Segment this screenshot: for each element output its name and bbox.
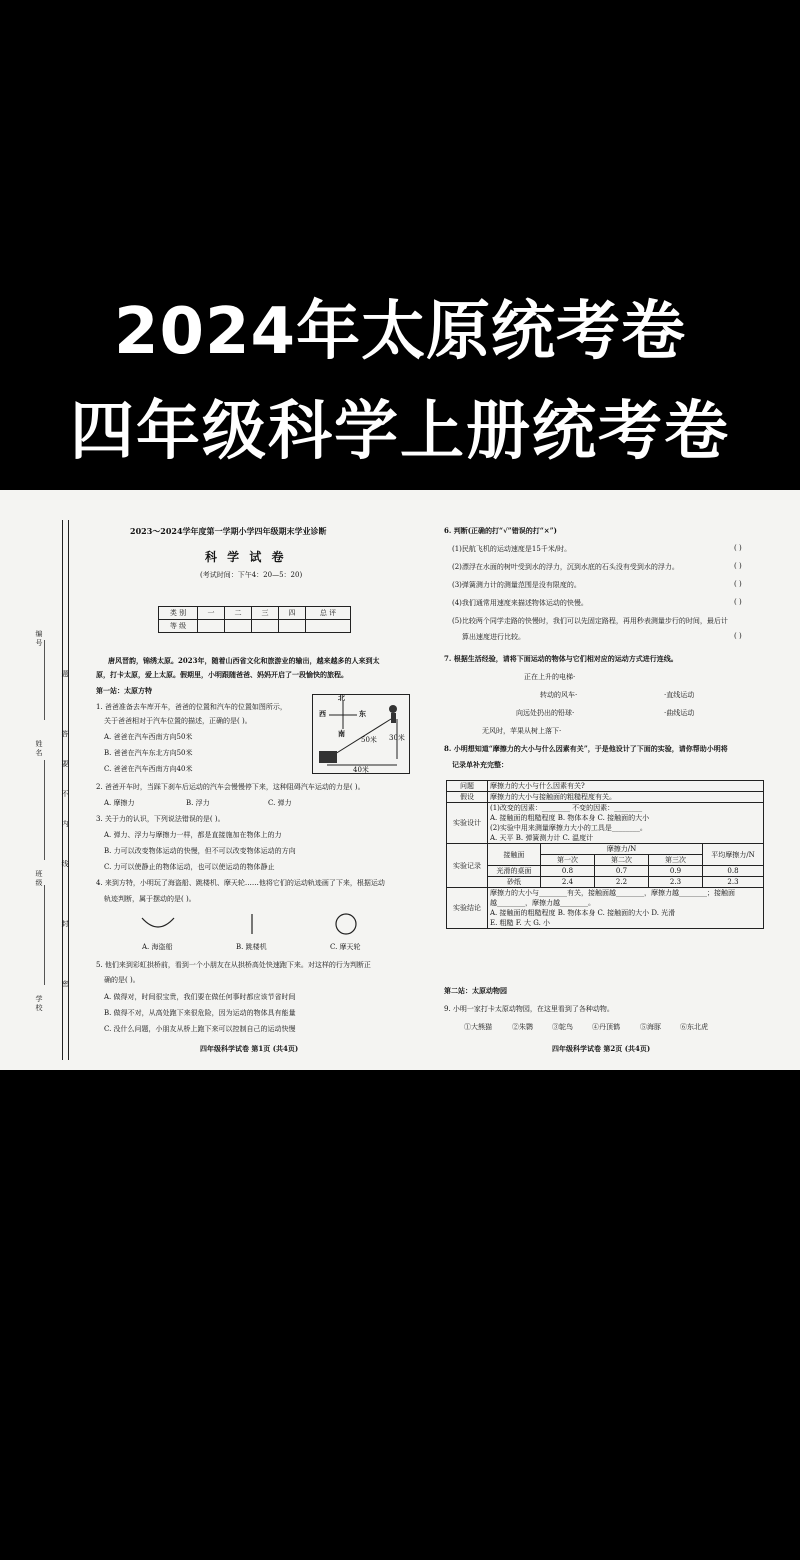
answer-paren: ( ) <box>734 632 742 640</box>
option: C. 没什么问题，小朋友从桥上跑下来可以控制自己的运动快慢 <box>104 1025 296 1033</box>
margin-label-id: 编号 <box>35 630 43 647</box>
animal-item: ⑥东北虎 <box>680 1023 708 1031</box>
seal-char: 线 <box>61 860 69 868</box>
table-cell: 2.3 <box>648 877 702 888</box>
distance-label: 50米 <box>361 736 377 744</box>
option: B. 跳楼机 <box>236 943 267 951</box>
question-text: 5. 他们来到彩虹拱桥前，看到一个小朋友在从拱桥高处快速跑下来。对这样的行为判断正 <box>96 961 371 969</box>
conclusion-line: 摩擦力的大小与________有关，接触面越________，摩擦力越________；接触面 <box>490 889 735 897</box>
person-icon <box>389 705 397 713</box>
judge-item: (5)比较两个同学走路的快慢时，我们可以先固定路程，再用秒表测量步行的时间，最后计 <box>452 617 728 625</box>
exam-paper-photo <box>0 490 800 1070</box>
question-text: 轨迹判断，属于摆动的是( )。 <box>104 895 196 903</box>
seal-char: 答 <box>61 730 69 738</box>
trial-header: 第二次 <box>594 855 648 866</box>
fill-line <box>44 760 45 860</box>
seal-char: 不 <box>61 790 69 798</box>
score-cell <box>306 620 351 633</box>
table-cell: 2.4 <box>541 877 595 888</box>
option: C. 弹力 <box>268 799 292 807</box>
page-footer: 四年级科学试卷 第1页 (共4页) <box>200 1044 299 1053</box>
answer-paren: ( ) <box>734 544 742 552</box>
seal-char: 封 <box>61 920 69 928</box>
table-cell: 光滑的桌面 <box>488 866 541 877</box>
score-col-header: 一 <box>198 607 225 620</box>
position-diagram <box>312 694 410 774</box>
question-text: 3. 关于力的认识，下列说法错误的是( )。 <box>96 815 225 823</box>
option: A. 海盗船 <box>142 943 173 951</box>
compass-north: 北 <box>338 693 345 702</box>
exam-title: 科 学 试 卷 <box>205 550 287 564</box>
option: A. 做得对，时间很宝贵，我们要在做任何事时都应该节省时间 <box>104 993 296 1001</box>
compass-west: 西 <box>319 709 326 718</box>
answer-paren: ( ) <box>734 580 742 588</box>
option: B. 做得不对，从高处跑下来很危险，因为运动的物体具有能量 <box>104 1009 296 1017</box>
conclusion-line: E. 粗糙 F. 大 G. 小 <box>490 919 551 927</box>
match-right-item: ·直线运动 <box>664 691 695 699</box>
col-header: 平均摩擦力/N <box>703 844 764 866</box>
col-header: 接触面 <box>488 844 541 866</box>
answer-paren: ( ) <box>734 598 742 606</box>
seal-char: 题 <box>61 670 69 678</box>
score-cell <box>225 620 252 633</box>
circle-trajectory <box>336 914 356 934</box>
intro-line: 唐风晋韵，锦绣太原。2023年，随着山西省文化和旅游业的输出，越来越多的人来到太 <box>108 656 380 665</box>
seal-char: 内 <box>61 820 69 828</box>
experiment-record-table <box>446 780 764 929</box>
score-col-header: 二 <box>225 607 252 620</box>
fill-line <box>44 640 45 720</box>
row-label: 实验设计 <box>447 803 488 844</box>
question-text: 关于爸爸相对于汽车位置的描述，正确的是( )。 <box>104 717 252 725</box>
compass-south: 南 <box>338 729 345 738</box>
car-icon <box>319 751 337 763</box>
section-heading: 第一站：太原方特 <box>96 686 152 695</box>
row-content: 摩擦力的大小与接触面的粗糙程度有关。 <box>488 792 764 803</box>
question-text: 2. 爸爸开车时，当踩下刹车后运动的汽车会慢慢停下来，这种阻碍汽车运动的力是( )。 <box>96 783 365 791</box>
judge-item: (4)我们通常用速度来描述物体运动的快慢。 <box>452 599 588 607</box>
option: C. 力可以使静止的物体运动，也可以使运动的物体静止 <box>104 863 275 871</box>
question-text: 6. 判断(正确的打“√”错误的打“×”) <box>444 526 557 535</box>
trial-header: 第一次 <box>541 855 595 866</box>
banner-title-line2: 四年级科学上册统考卷 <box>70 395 730 469</box>
design-line: A. 接触面的粗糙程度 B. 物体本身 C. 接触面的大小 <box>490 814 650 822</box>
table-cell: 0.9 <box>648 866 702 877</box>
option: A. 摩擦力 <box>104 799 135 807</box>
design-line: A. 天平 B. 弹簧测力计 C. 温度计 <box>490 834 594 842</box>
design-line: (1)改变的因素：________ 不变的因素：________ <box>490 804 643 812</box>
score-table <box>158 606 351 633</box>
animal-item: ②朱鹮 <box>512 1023 533 1031</box>
animal-item: ⑤海豚 <box>640 1023 661 1031</box>
match-left-item: 无风时，苹果从树上落下· <box>482 727 562 735</box>
page-footer: 四年级科学试卷 第2页 (共4页) <box>552 1044 651 1053</box>
match-left-item: 向远处扔出的铅球· <box>516 709 575 717</box>
animal-item: ④丹顶鹤 <box>592 1023 620 1031</box>
option: A. 弹力、浮力与摩擦力一样，都是直接施加在物体上的力 <box>104 831 282 839</box>
row-label: 实验记录 <box>447 844 488 888</box>
option: A. 爸爸在汽车西南方向50米 <box>104 733 193 741</box>
animal-item: ①大熊猫 <box>464 1023 492 1031</box>
animal-item: ③鸵鸟 <box>552 1023 573 1031</box>
seal-char: 密 <box>61 980 69 988</box>
margin-label-school: 学校 <box>35 995 43 1012</box>
score-col-header: 类 别 <box>159 607 198 620</box>
table-cell: 2.3 <box>703 877 764 888</box>
compass-east: 东 <box>359 709 366 718</box>
score-cell <box>279 620 306 633</box>
section-heading: 第二站：太原动物园 <box>444 986 507 995</box>
row-label: 问题 <box>447 781 488 792</box>
design-content <box>488 803 764 844</box>
score-row-label: 等 级 <box>159 620 198 633</box>
judge-item: 算出速度进行比较。 <box>462 633 525 641</box>
score-cell <box>198 620 225 633</box>
row-content: 摩擦力的大小与什么因素有关? <box>488 781 764 792</box>
table-cell: 0.7 <box>594 866 648 877</box>
option: C. 摩天轮 <box>330 943 361 951</box>
conclusion-line: 越________，摩擦力越________。 <box>490 899 595 907</box>
trial-header: 第三次 <box>648 855 702 866</box>
conclusion-content <box>488 888 764 929</box>
match-left-item: 转动的风车· <box>540 691 578 699</box>
table-cell: 0.8 <box>541 866 595 877</box>
design-line: (2)实验中用来测量摩擦力大小的工具是________。 <box>490 824 647 832</box>
judge-item: (1)民航飞机的运动速度是15千米/时。 <box>452 545 572 553</box>
option: B. 爸爸在汽车东北方向50米 <box>104 749 193 757</box>
distance-label: 30米 <box>389 734 405 742</box>
judge-item: (3)弹簧测力计的测量范围是没有限度的。 <box>452 581 581 589</box>
option: B. 力可以改变物体运动的快慢，但不可以改变物体运动的方向 <box>104 847 296 855</box>
distance-label: 40米 <box>353 766 369 774</box>
row-label: 实验结论 <box>447 888 488 929</box>
fill-line <box>44 885 45 985</box>
score-col-header: 四 <box>279 607 306 620</box>
table-cell: 2.2 <box>594 877 648 888</box>
exam-header: 2023～2024学年度第一学期小学四年级期末学业诊断 <box>130 526 327 536</box>
row-label: 假设 <box>447 792 488 803</box>
judge-item: (2)漂浮在水面的树叶受到水的浮力，沉到水底的石头没有受到水的浮力。 <box>452 563 679 571</box>
table-cell: 砂纸 <box>488 877 541 888</box>
exam-time: (考试时间：下午4：20—5：20) <box>200 571 303 579</box>
col-header: 摩擦力/N <box>541 844 703 855</box>
seal-char: 要 <box>61 760 69 768</box>
question-text: 8. 小明想知道“摩擦力的大小与什么因素有关”，于是他设计了下面的实验，请你帮助小明将 <box>444 744 728 753</box>
intro-line: 原，打卡太原，爱上太原。假期里，小明跟随爸爸、妈妈开启了一段愉快的旅程。 <box>96 670 348 679</box>
question-text: 记录单补充完整： <box>452 760 508 769</box>
score-col-header: 总 评 <box>306 607 351 620</box>
match-left-item: 正在上升的电梯· <box>524 673 576 681</box>
banner-title-line1: 2024年太原统考卷 <box>113 295 687 369</box>
margin-label-name: 姓名 <box>35 740 43 757</box>
match-right-item: ·曲线运动 <box>664 709 695 717</box>
question-text: 4. 来到方特，小明玩了海盗船、跳楼机、摩天轮……他将它们的运动轨迹画了下来，根据运动 <box>96 879 385 887</box>
conclusion-line: A. 接触面的粗糙程度 B. 物体本身 C. 接触面的大小 D. 光滑 <box>490 909 676 917</box>
margin-label-class: 班级 <box>35 870 43 887</box>
question-text: 1. 爸爸准备去车库开车，爸爸的位置和汽车的位置如图所示， <box>96 703 287 711</box>
swing-trajectory <box>142 918 174 927</box>
question-text: 7. 根据生活经验，请将下面运动的物体与它们相对应的运动方式进行连线。 <box>444 654 678 663</box>
trajectory-figures <box>140 910 400 940</box>
option: B. 浮力 <box>186 799 210 807</box>
score-cell <box>252 620 279 633</box>
option: C. 爸爸在汽车西南方向40米 <box>104 765 193 773</box>
score-col-header: 三 <box>252 607 279 620</box>
table-cell: 0.8 <box>703 866 764 877</box>
answer-paren: ( ) <box>734 562 742 570</box>
question-text: 9. 小明一家打卡太原动物园，在这里看到了各种动物。 <box>444 1005 614 1013</box>
question-text: 确的是( )。 <box>104 976 140 984</box>
